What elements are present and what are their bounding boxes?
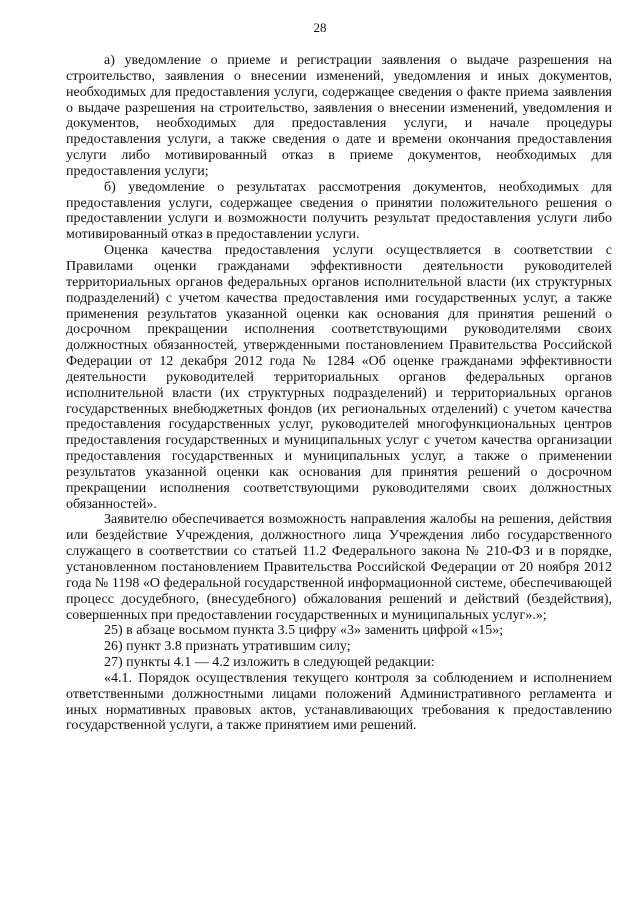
paragraph-item-27: 27) пункты 4.1 — 4.2 изложить в следующей редакции: xyxy=(104,655,435,671)
paragraph-item-25: 25) в абзаце восьмом пункта 3.5 цифру «3» заменить цифрой «15»; xyxy=(104,623,504,639)
document-body xyxy=(66,53,612,734)
paragraph-item-26: 26) пункт 3.8 признать утратившим силу; xyxy=(104,639,351,655)
paragraph-complaint-right: Заявителю обеспечивается возможность направления жалобы на решения, действия или бездействие Учреждения, должностного лица Учреждения либо государственного служащего в соответствии со статьей 11.2 Федерального закона № 210-ФЗ и в порядке, установленном постановлением Правительства Российской Федерации от 20 ноября 2012 года № 1198 «О федеральной государственной информационной системе, обеспечивающей процесс досудебного, (внесудебного) обжалования решений и действий (бездействия), совершенных при предоставлении государственных и муниципальных услуг».»; xyxy=(66,512,612,623)
paragraph-item-a: а) уведомление о приеме и регистрации заявления о выдаче разрешения на строительство, заявления о внесении изменений, уведомления и иных документов, необходимых для предоставления услуги, содержащее сведения о факте приема заявления о выдаче разрешения на строительство, заявления о внесении изменений, уведомления и документов, необходимых для предоставления услуги, и начале процедуры предоставления услуги, а также сведения о дате и времени окончания предоставления услуги либо мотивированный отказ в приеме документов, необходимых для предоставления услуги; xyxy=(66,53,612,179)
page-number: 28 xyxy=(313,20,327,35)
paragraph-quality-assessment: Оценка качества предоставления услуги осуществляется в соответствии с Правилами оценки гражданами эффективности деятельности руководителей территориальных органов федеральных органов исполнительной власти (их структурных подразделений) с учетом качества предоставления ими государственных услуг, а также применения результатов указанной оценки как основания для принятия решений о досрочном прекращении исполнения соответствующими руководителями своих должностных обязанностей, утвержденными постановлением Правительства Российской Федерации от 12 декабря 2012 года № 1284 «Об оценке гражданами эффективности деятельности руководителей территориальных органов федеральных органов исполнительной власти (их структурных подразделений) и территориальных органов государственных внебюджетных фондов (их региональных отделений) с учетом качества предоставления государственных услуг, руководителей многофункциональных центров предоставления государственных и муниципальных услуг с учетом качества организации предоставления государственных и муниципальных услуг, а также о применении результатов указанной оценки как основания для принятия решений о досрочном прекращении исполнения соответствующими руководителями своих должностных обязанностей». xyxy=(66,243,612,512)
paragraph-section-4-1: «4.1. Порядок осуществления текущего контроля за соблюдением и исполнением ответственными должностными лицами положений Административного регламента и иных нормативных правовых актов, устанавливающих требования к предоставлению государственной услуги, а также принятием ими решений. xyxy=(66,670,612,734)
paragraph-item-b: б) уведомление о результатах рассмотрения документов, необходимых для предоставления услуги, содержащее сведения о принятии положительного решения о предоставлении услуги и возможности получить результат предоставления услуги либо мотивированный отказ в предоставлении услуги. xyxy=(66,179,612,243)
